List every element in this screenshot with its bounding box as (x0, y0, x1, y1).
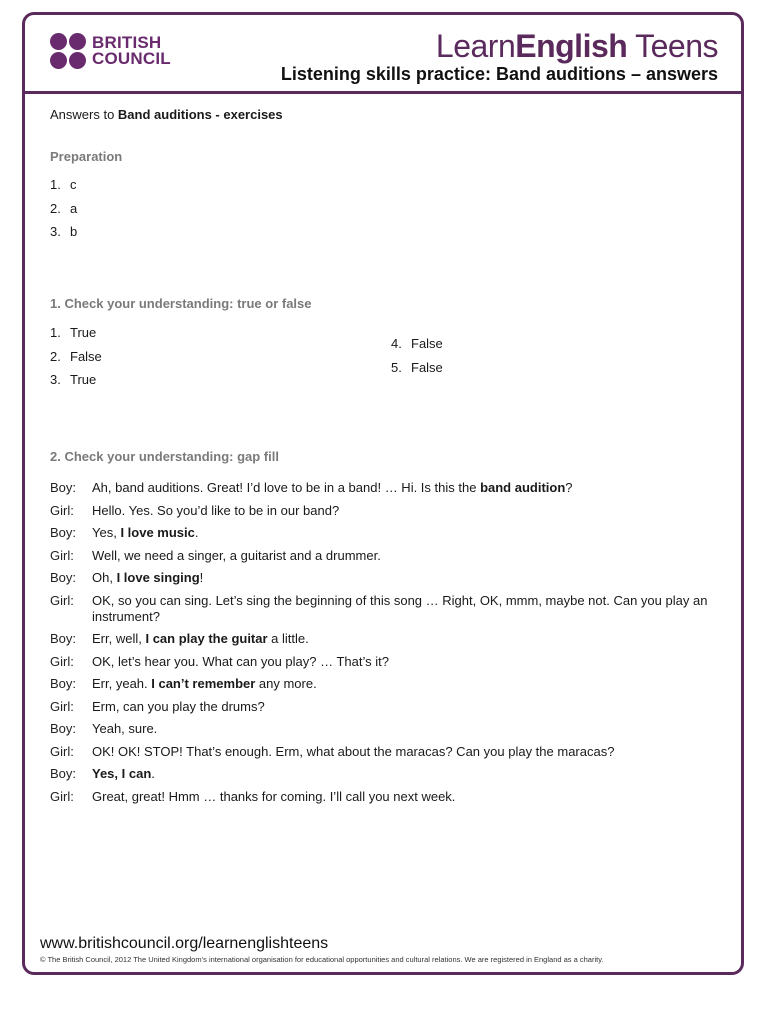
speaker-label: Boy: (50, 570, 77, 585)
speaker-label: Boy: (50, 480, 77, 495)
utterance-text-before: Ah, band auditions. Great! I’d love to be in a band! … Hi. Is this the (92, 480, 481, 495)
speaker-label: Boy: (50, 721, 77, 736)
answer-value: True (70, 372, 97, 387)
utterance-text-after: . (151, 766, 155, 781)
utterance-text-after: . (194, 525, 199, 540)
utterance-text-after: ? (565, 480, 573, 495)
answer-item (50, 177, 77, 201)
speaker-label: Girl: (50, 592, 74, 608)
gap-fill-answer: band audition (480, 480, 566, 495)
utterance-text (92, 654, 710, 670)
gap-fill-answer: I can play the guitar (145, 631, 268, 646)
dialogue-line (50, 676, 710, 692)
utterance-text (92, 721, 710, 737)
true-false-list-right (391, 336, 443, 383)
speaker-label: Girl: (50, 502, 74, 518)
gap-fill-dialogue (50, 480, 710, 811)
footer-legal-text: © The British Council, 2012 The United Kingdom’s international organisation for educational opportunities and cultural relations. We are registered in England as a charity. (40, 955, 604, 964)
utterance-text-before: Great, great! Hmm … thanks for coming. I’ll call you next week. (92, 788, 456, 804)
utterance-text (92, 570, 710, 586)
utterance-text (92, 766, 710, 782)
speaker-label: Girl: (50, 698, 74, 714)
dialogue-line (50, 766, 710, 782)
speaker-label: Boy: (50, 525, 77, 540)
utterance-text (92, 548, 710, 564)
true-false-list-left (50, 325, 102, 396)
utterance-text (92, 789, 710, 805)
utterance-text-after: any more. (255, 676, 317, 691)
logo-text (92, 35, 171, 67)
dialogue-line (50, 744, 710, 760)
intro-exercise-name: Band auditions - exercises (117, 107, 283, 122)
utterance-text (92, 699, 710, 715)
answer-number: 5. (391, 359, 402, 375)
logo-line-2: COUNCIL (92, 49, 171, 68)
utterance-text (92, 631, 710, 647)
dialogue-line (50, 699, 710, 715)
answer-number: 4. (391, 336, 402, 351)
answer-item (50, 201, 77, 225)
dialogue-line (50, 593, 710, 625)
preparation-heading: Preparation (50, 149, 123, 164)
intro-line (50, 107, 283, 122)
utterance-text (92, 480, 710, 496)
header-divider (22, 91, 744, 94)
speaker-label: Girl: (50, 547, 74, 563)
utterance-text-before: Hello. Yes. So you’d like to be in our band? (92, 502, 340, 518)
logo-dots-icon (50, 33, 86, 69)
utterance-text-before: Erm, can you play the drums? (92, 698, 265, 714)
answer-number: 3. (50, 372, 61, 387)
answer-value: False (70, 348, 102, 364)
answer-item (391, 360, 443, 384)
gap-fill-answer: Yes, I can (92, 766, 152, 781)
answer-value: c (70, 177, 77, 192)
utterance-text-before: OK, so you can sing. Let’s sing the beginning of this song … Right, OK, mmm, maybe not. Can you play an instrument? (92, 592, 708, 624)
learnenglish-teens-brand (436, 28, 718, 65)
logo-line-1: BRITISH (92, 33, 162, 52)
dialogue-line (50, 525, 710, 541)
utterance-text-before: Oh, (92, 570, 117, 585)
utterance-text (92, 593, 710, 625)
dialogue-line (50, 548, 710, 564)
brand-teens: Teens (627, 28, 718, 64)
utterance-text (92, 744, 710, 760)
gap-fill-answer: I love singing (116, 570, 200, 585)
dialogue-line (50, 503, 710, 519)
true-false-heading: 1. Check your understanding: true or false (50, 296, 312, 311)
dialogue-line (50, 789, 710, 805)
speaker-label: Girl: (50, 788, 74, 804)
gap-fill-heading: 2. Check your understanding: gap fill (50, 449, 279, 464)
answer-value: b (70, 224, 78, 239)
preparation-answer-list (50, 177, 77, 248)
answer-item (50, 349, 102, 373)
utterance-text-before: Yeah, sure. (92, 721, 158, 736)
answer-item (391, 336, 443, 360)
utterance-text (92, 503, 710, 519)
dialogue-line (50, 654, 710, 670)
answer-item (50, 224, 77, 248)
utterance-text-before: Yes, (92, 525, 121, 540)
brand-english: English (515, 28, 628, 64)
speaker-label: Boy: (50, 631, 77, 646)
dialogue-line (50, 480, 710, 496)
utterance-text-before: Well, we need a singer, a guitarist and a drummer. (92, 547, 381, 563)
utterance-text-before: Err, yeah. (92, 676, 152, 691)
footer-url: www.britishcouncil.org/learnenglishteens (40, 935, 329, 952)
answer-number: 2. (50, 200, 61, 216)
answer-value: a (70, 200, 78, 216)
utterance-text-before: OK! OK! STOP! That’s enough. Erm, what about the maracas? Can you play the maracas? (92, 743, 615, 759)
utterance-text-after: ! (199, 570, 204, 585)
answer-number: 1. (50, 325, 61, 340)
utterance-text-before: Err, well, (92, 631, 146, 646)
dialogue-line (50, 631, 710, 647)
answer-item (50, 325, 102, 349)
utterance-text-after: a little. (267, 631, 309, 646)
intro-prefix: Answers to (50, 107, 118, 122)
answer-number: 1. (50, 177, 61, 192)
answer-value: False (411, 336, 443, 351)
speaker-label: Boy: (50, 676, 77, 691)
utterance-text-before: OK, let’s hear you. What can you play? … That’s it? (92, 653, 389, 669)
gap-fill-answer: I can’t remember (151, 676, 256, 691)
utterance-text (92, 676, 710, 692)
answer-item (50, 372, 102, 396)
answer-number: 3. (50, 224, 61, 239)
gap-fill-answer: I love music (120, 525, 195, 540)
speaker-label: Girl: (50, 653, 74, 669)
answer-number: 2. (50, 348, 61, 364)
answer-value: False (411, 359, 443, 375)
page-title: Listening skills practice: Band auditions – answers (280, 64, 718, 84)
brand-learn: Learn (435, 28, 516, 64)
utterance-text (92, 525, 710, 541)
dialogue-line (50, 721, 710, 737)
speaker-label: Girl: (50, 743, 74, 759)
answer-value: True (70, 325, 97, 340)
speaker-label: Boy: (50, 766, 77, 781)
british-council-logo (50, 33, 171, 69)
dialogue-line (50, 570, 710, 586)
